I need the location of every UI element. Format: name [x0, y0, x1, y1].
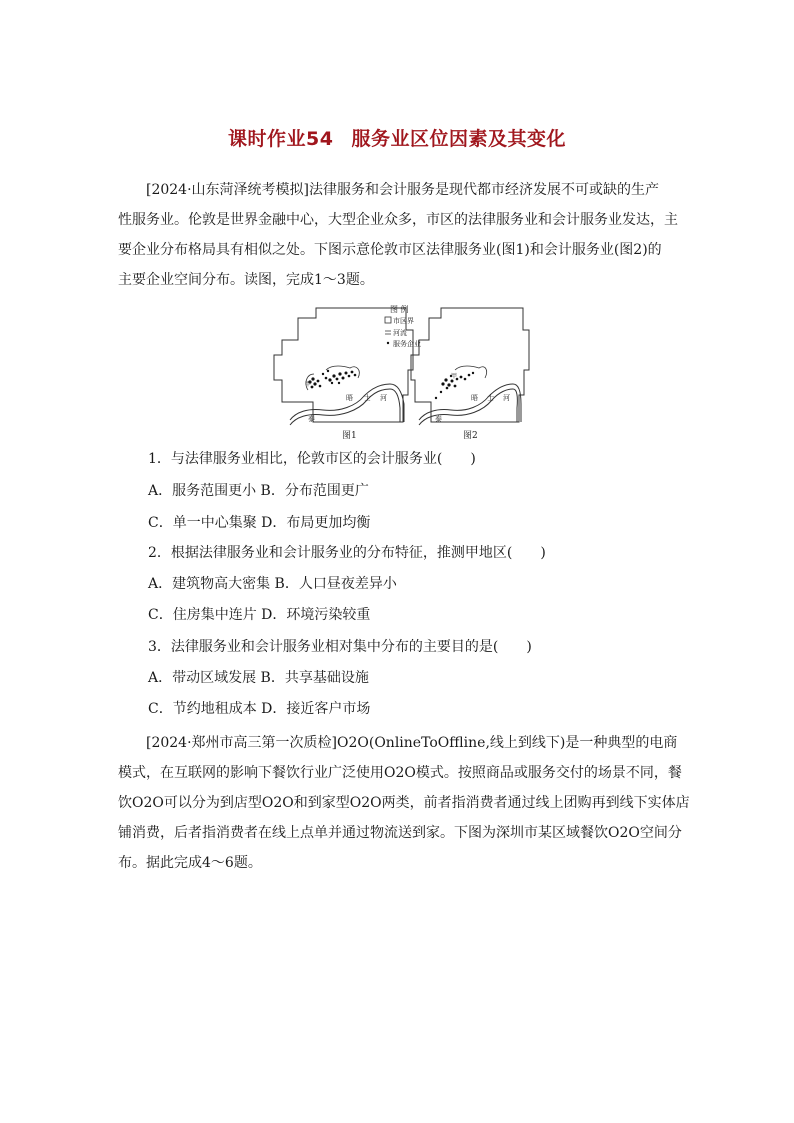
- legend-service-icon: [387, 342, 389, 344]
- passage-2-line: [2024·郑州市高三第一次质检]O2O(OnlineToOffline,线上到线下)是一种典型的电商: [146, 735, 678, 751]
- passage-1-line: 要企业分布格局具有相似之处。下图示意伦敦市区法律服务业(图1)和会计服务业(图2)的: [118, 242, 662, 258]
- map-svg: [268, 300, 530, 445]
- passage-2-line: 布。据此完成4～6题。: [118, 855, 262, 871]
- fig1-jia-label: 甲: [305, 381, 312, 388]
- question-3-option-ab: A．带动区域发展 B．共享基础设施: [148, 670, 369, 686]
- london-service-map-figure: [268, 300, 530, 445]
- title-number: 课时作业54: [228, 128, 334, 150]
- fig2-district-boundary: [411, 308, 529, 422]
- question-1-option-cd: C．单一中心集聚 D．布局更加均衡: [148, 515, 371, 531]
- passage-1-line: [2024·山东菏泽统考模拟]法律服务和会计服务是现代都市经济发展不可或缺的生产: [146, 182, 660, 198]
- legend-river-icon: [385, 331, 391, 334]
- fig1-caption: 图1: [342, 431, 357, 441]
- legend-service-label: 服务企业: [393, 340, 421, 348]
- fig1-river-char: 晤: [346, 394, 353, 402]
- passage-2: [118, 728, 690, 878]
- question-1-stem: 1．与法律服务业相比，伦敦市区的会计服务业( ): [148, 451, 476, 467]
- passage-2-line: 饮O2O可以分为到店型O2O和到家型O2O两类，前者指消费者通过线上团购再到线下实体店: [118, 795, 690, 811]
- question-2-option-ab: A．建筑物高大密集 B．人口昼夜差异小: [148, 576, 397, 592]
- fig2-river-char: 士: [487, 394, 494, 402]
- legend-title: 图 例: [390, 305, 409, 314]
- passage-2-line: 模式，在互联网的影响下餐饮行业广泛使用O2O模式。按照商品或服务交付的场景不同，餐: [118, 765, 682, 781]
- legend-river-label: 河流: [393, 329, 407, 337]
- fig2-caption: 图2: [463, 431, 478, 441]
- legend-boundary-label: 市区界: [393, 317, 414, 325]
- question-2-stem: 2．根据法律服务业和会计服务业的分布特征，推测甲地区( ): [148, 545, 546, 561]
- passage-1-line: 性服务业。伦敦是世界金融中心，大型企业众多，市区的法律服务业和会计服务业发达，主: [118, 212, 678, 228]
- passage-1-line: 主要企业空间分布。读图，完成1～3题。: [118, 272, 374, 288]
- page-title: [0, 124, 794, 151]
- question-3-stem: 3．法律服务业和会计服务业相对集中分布的主要目的是( ): [148, 639, 532, 655]
- question-1-option-ab: A．服务范围更小 B．分布范围更广: [148, 483, 369, 499]
- question-2-option-cd: C．住房集中连片 D．环境污染较重: [148, 607, 371, 623]
- fig1-river-char: 泰: [308, 415, 315, 423]
- title-topic: 服务业区位因素及其变化: [351, 128, 566, 150]
- question-3-option-cd: C．节约地租成本 D．接近客户市场: [148, 701, 371, 717]
- fig2-river-char: 泰: [435, 415, 442, 423]
- fig2-river-char: 晤: [471, 394, 478, 402]
- fig2-river-char: 河: [503, 394, 510, 402]
- fig1-service-cluster: [308, 370, 356, 389]
- fig2-jia-label: 甲: [451, 373, 458, 380]
- fig1-river-char: 河: [380, 394, 387, 402]
- passage-2-line: 铺消费，后者指消费者在线上点单并通过物流送到家。下图为深圳市某区域餐饮O2O空间分: [118, 825, 682, 841]
- legend-boundary-icon: [385, 317, 391, 323]
- fig1-district-boundary: [274, 308, 413, 422]
- fig1-river-char: 士: [364, 394, 371, 402]
- passage-1: [118, 175, 678, 295]
